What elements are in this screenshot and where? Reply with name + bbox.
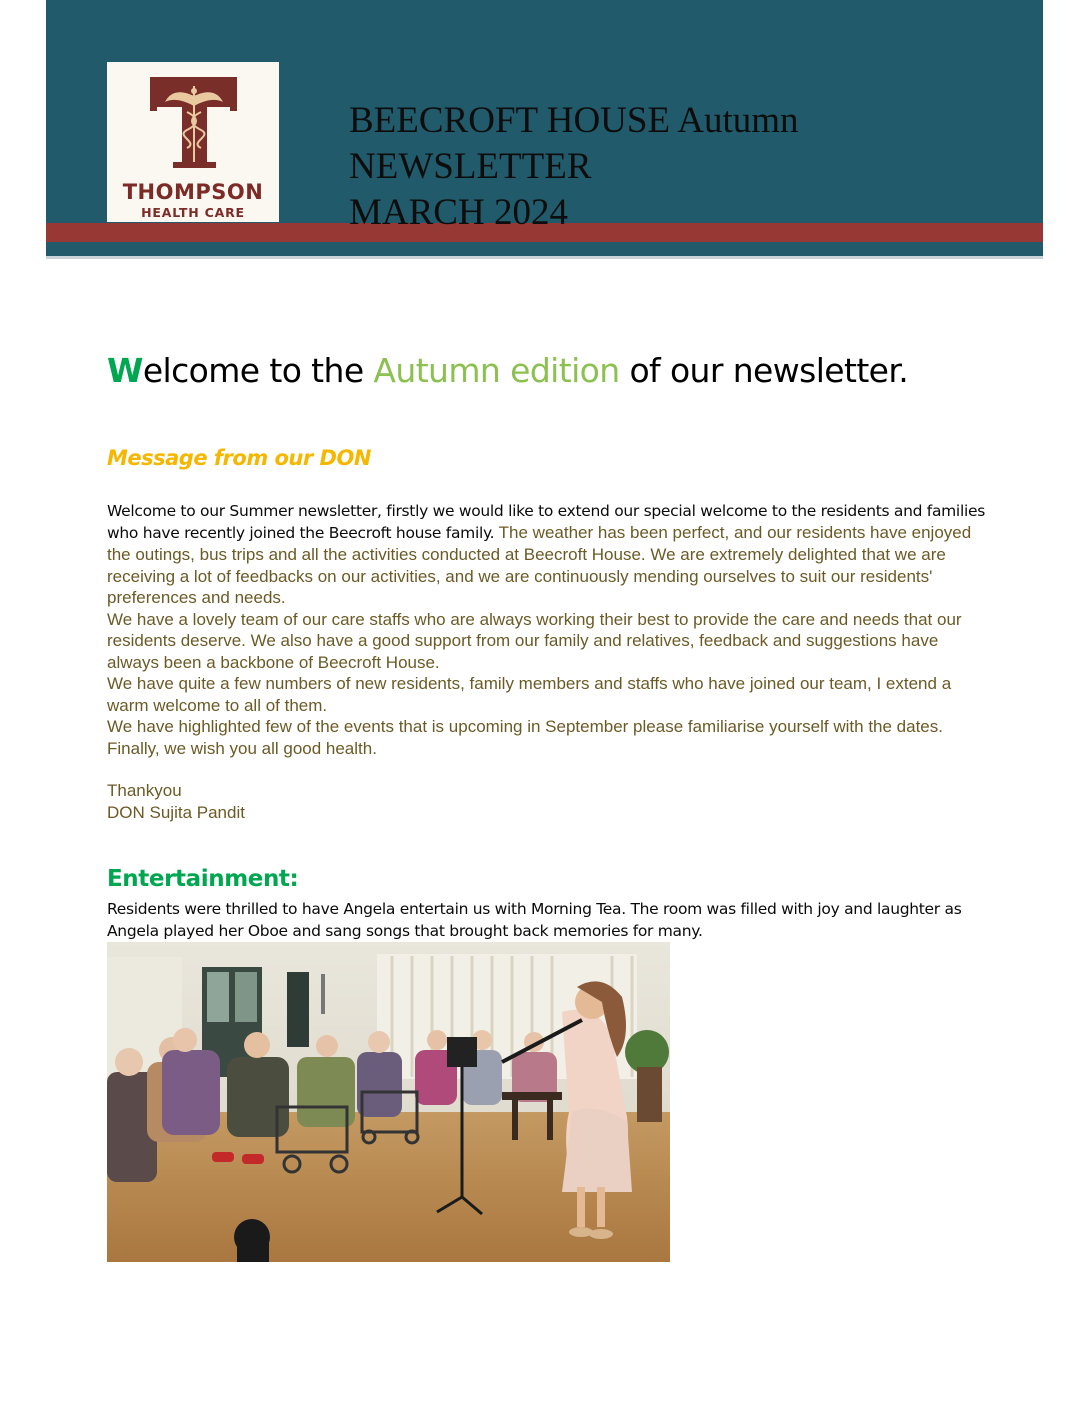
don-paragraph: We have quite a few numbers of new residents, family members and staffs who have joined our team, I extend a warm welcome to all of them. <box>107 674 952 715</box>
welcome-first-letter: W <box>107 351 143 390</box>
don-paragraph: The weather has been perfect, and our residents have enjoyed the outings, bus trips and all the activities conducted at Beecroft House. We are extremely delighted that we are receiving a lot of feedbacks on our activities, and we are continuously mending ourselves to suit our residents' preferences and needs. <box>107 523 972 607</box>
caduceus-t-icon <box>107 62 279 180</box>
title-line: NEWSLETTER <box>349 146 592 187</box>
welcome-heading <box>107 348 908 394</box>
don-message <box>107 500 987 823</box>
don-heading: Message from our DON <box>107 446 371 470</box>
don-paragraph: We have highlighted few of the events that is upcoming in September please familiarise yourself with the dates. <box>107 717 943 736</box>
title-line: BEECROFT HOUSE Autumn <box>349 100 799 141</box>
header-shadow <box>46 256 1043 259</box>
logo-name: THOMPSON <box>122 180 264 204</box>
don-signoff: Thankyou <box>107 781 182 800</box>
entertainment-text: Residents were thrilled to have Angela entertain us with Morning Tea. The room was filled with joy and laughter as Angela played her Oboe and sang songs that brought back memories for many. <box>107 900 962 940</box>
logo-subtitle: HEALTH CARE <box>141 205 245 220</box>
entertainment-heading: Entertainment: <box>107 866 299 892</box>
newsletter-title <box>349 98 799 236</box>
welcome-text-end: of our newsletter. <box>619 351 909 390</box>
welcome-highlight: Autumn edition <box>373 351 620 390</box>
welcome-text: elcome to the <box>142 351 374 390</box>
don-paragraph: Finally, we wish you all good health. <box>107 738 377 758</box>
thompson-logo <box>107 62 279 222</box>
oboe-performance-photo <box>107 942 670 1262</box>
don-paragraph: We have a lovely team of our care staffs who are always working their best to provide the care and needs that our residents deserve. We also have a good support from our family and relatives, feedback and suggestions have always been a backbone of Beecroft House. <box>107 609 962 672</box>
don-intro: Welcome to our Summer newsletter, firstly we would like to extend our special welcome to the residents and families who have recently joined the Beecroft house family. <box>107 502 985 542</box>
don-signature: DON Sujita Pandit <box>107 802 245 822</box>
title-line: MARCH 2024 <box>349 192 568 233</box>
